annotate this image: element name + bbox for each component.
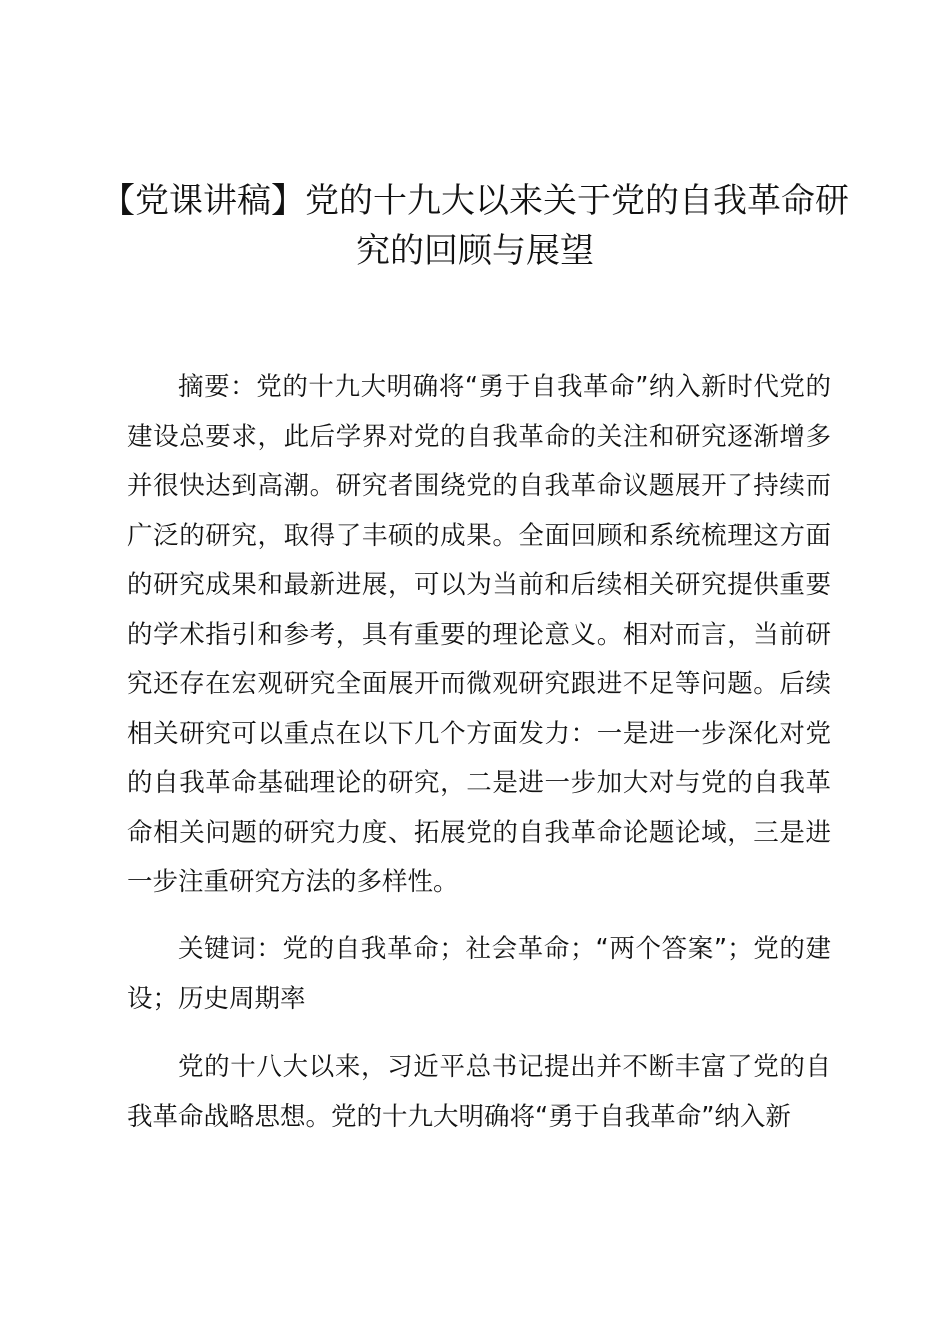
document-title: 【党课讲稿】党的十九大以来关于党的自我革命研究的回顾与展望 [101, 181, 849, 271]
keywords-paragraph: 关键词：党的自我革命；社会革命；“两个答案”；党的建设；历史周期率 [127, 934, 831, 1014]
intro-paragraph: 党的十八大以来，习近平总书记提出并不断丰富了党的自我革命战略思想。党的十九大明确将“勇于自我革命”纳入新 [127, 1052, 831, 1132]
abstract-paragraph: 摘要：党的十九大明确将“勇于自我革命”纳入新时代党的建设总要求，此后学界对党的自我革命的关注和研究逐渐增多并很快达到高潮。研究者围绕党的自我革命议题展开了持续而广泛的研究，取得了丰硕的成果。全面回顾和系统梳理这方面的研究成果和最新进展，可以为当前和后续相关研究提供重要的学术指引和参考，具有重要的理论意义。相对而言，当前研究还存在宏观研究全面展开而微观研究跟进不足等问题。后续相关研究可以重点在以下几个方面发力：一是进一步深化对党的自我革命基础理论的研究，二是进一步加大对与党的自我革命相关问题的研究力度、拓展党的自我革命论题论域，三是进一步注重研究方法的多样性。 [127, 372, 831, 897]
